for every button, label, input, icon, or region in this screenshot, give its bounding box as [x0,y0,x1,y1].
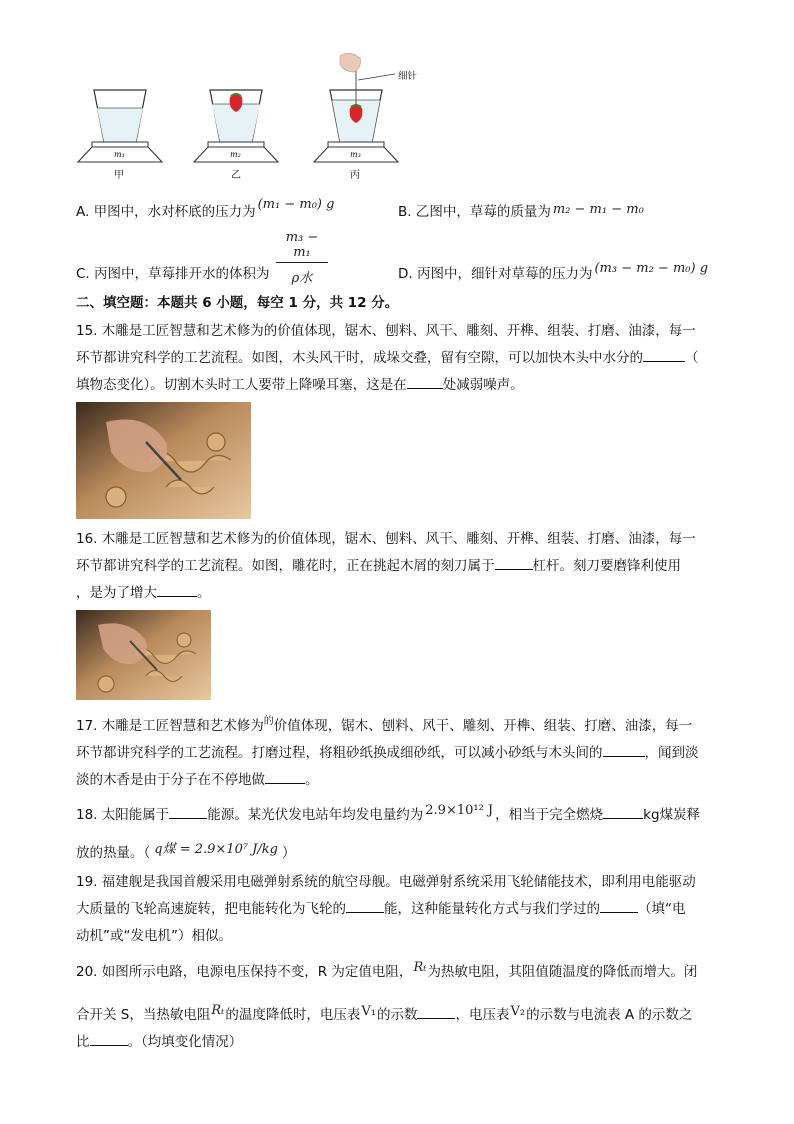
scale-figure [70,50,410,180]
q17-line1 [76,716,692,738]
needle-label: 细针 [398,71,418,82]
option-a-text: A. 甲图中，水对杯底的压力为 [76,204,256,220]
q20-line2a: 合开关 S，当热敏电阻 [76,1007,211,1023]
scale-label-m2: m₂ [230,150,241,159]
q20-line3a: 比 [76,1034,90,1050]
q16-line3 [76,583,211,603]
q17-line3 [76,770,319,790]
q16-blank1 [495,557,533,570]
q16-line2b: 杠杆。刻刀要磨锋利使用 [532,558,681,574]
q18-line2a: 放的热量。（ [76,845,151,861]
q17-line3b: 。 [305,772,319,788]
figure-label-yi: 乙 [231,170,241,181]
wood-carving-photo-1 [76,402,251,519]
q17-line2a: 环节都讲究科学的工艺流程。打磨过程，将粗砂纸换成细砂纸，可以减小砂纸与木头间的 [76,745,603,761]
q15-line2a: 环节都讲究科学的工艺流程。如图，木头风干时，成垛交叠，留有空隙，可以加快木头中水分的 [76,350,643,366]
figure-label-bing: 丙 [350,170,360,181]
q20-rt-symbol-2: Rₜ [211,1003,225,1018]
q18-energy: 2.9×10¹² J [425,803,494,818]
q20-v1-symbol: V₁ [361,1004,376,1019]
option-b-formula: m₂ − m₁ − m₀ [552,202,644,217]
option-c [76,262,270,282]
q20-line3b: 。（均填变化情况） [127,1034,243,1050]
q20-rt-symbol: Rₜ [413,960,427,975]
q15-line2 [76,348,699,368]
q20-line1a: 20. 如图所示电路，电源电压保持不变，R 为定值电阻， [76,964,413,980]
option-d-formula: (m₃ − m₂ − m₀) g [594,261,709,276]
q18-line1c: ，相当于完全燃烧 [495,807,604,823]
q20-v2-symbol: V₂ [510,1004,526,1019]
section-heading: 二、填空题：本题共 6 小题，每空 1 分，共 12 分。 [76,295,399,311]
scale-bing [314,53,398,162]
q19-line3: 动机”或“发电机”）相似。 [76,928,232,944]
q17-line1-sup: 的 [263,716,274,727]
q15-line3 [76,375,524,395]
q17-line1b: 价值体现，锯木、刨料、风干、雕刻、开榫、组装、打磨、油漆，每一 [273,718,693,734]
q16-line2 [76,556,681,576]
q20-line2c: 的示数 [376,1007,418,1023]
q19-blank1 [346,900,384,913]
q19-line1: 19. 福建舰是我国首艘采用电磁弹射系统的航空母舰。电磁弹射系统采用飞轮储能技术，即利用电能驱动 [76,874,696,890]
q16-line3a: ，是为了增大 [76,585,157,601]
option-b [398,200,644,220]
q18-line2 [76,843,295,864]
scale-label-m3: m₃ [350,150,361,159]
q19-line2 [76,899,686,919]
option-a-formula: (m₁ − m₀) g [257,197,335,212]
q19-blank2 [600,900,638,913]
option-a [76,197,335,220]
option-d [398,262,708,282]
option-c-denominator: ρ水 [291,271,313,286]
q18-blank1 [169,806,207,819]
q18-line1b: 能源。某光伏发电站年均发电量约为 [207,807,424,823]
q17-blank1 [603,744,645,757]
q19-line2b: 能，这种能量转化方式与我们学过的 [384,901,600,917]
q15-line2b: （ [685,350,699,366]
q15-blank2 [407,376,443,389]
option-c-text: C. 丙图中，草莓排开水的体积为 [76,266,270,282]
q16-line1: 16. 木雕是工匠智慧和艺术修为的价值体现，锯木、刨料、风干、雕刻、开榫、组装、打磨、油漆，每一 [76,531,696,547]
option-b-text: B. 乙图中，草莓的质量为 [398,204,551,220]
q15-line1: 15. 木雕是工匠智慧和艺术修为的价值体现，锯木、刨料、风干、雕刻、开榫、组装、打磨、油漆，每一 [76,323,696,339]
q16-blank2 [157,584,197,597]
q20-line2 [76,1005,692,1026]
option-c-numerator: m₃ − m₁ [276,230,328,263]
q19-line2c: （填“电 [638,901,686,917]
option-c-fraction [276,230,328,286]
q16-line2a: 环节都讲究科学的工艺流程。如图，雕花时，正在挑起木屑的刻刀属于 [76,558,495,574]
q20-line2b: 的温度降低时，电压表 [225,1007,361,1023]
q17-line2b: ，闻到淡 [644,745,699,761]
q20-line1 [76,962,697,983]
q20-blank2 [90,1033,128,1046]
q20-line2e: 的示数与电流表 A 的示数之 [526,1007,693,1023]
q15-line3a: 填物态变化）。切割木头时工人要带上降噪耳塞，这是在 [76,377,407,393]
q16-line3b: 。 [197,585,211,601]
option-d-text: D. 丙图中，细针对草莓的压力为 [398,266,593,282]
q18-blank2 [603,806,643,819]
q17-line3a: 淡的木香是由于分子在不停地做 [76,772,265,788]
q18-line1d: kg煤炭释 [643,807,701,823]
q20-line1b: 为热敏电阻，其阻值随温度的降低而增大。闭 [427,964,698,980]
q20-blank1 [417,1006,455,1019]
q19-line2a: 大质量的飞轮高速旋转，把电能转化为飞轮的 [76,901,346,917]
q15-blank1 [643,349,685,362]
scale-label-m1: m₁ [114,150,125,159]
q20-line2d: ，电压表 [455,1007,510,1023]
q20-line3 [76,1032,242,1052]
q15-line3b: 处减弱噪声。 [442,377,524,393]
q18-line2b: ） [281,845,296,861]
q17-blank2 [265,771,305,784]
q17-line1a: 17. 木雕是工匠智慧和艺术修为 [76,718,264,734]
q18-line1a: 18. 太阳能属于 [76,807,170,823]
figure-label-jia: 甲 [114,170,124,181]
q18-heat-value: q煤 = 2.9×10⁷ J/kg [154,842,278,857]
q18-line1 [76,805,700,826]
wood-carving-photo-2 [76,610,211,700]
q17-line2 [76,743,699,763]
